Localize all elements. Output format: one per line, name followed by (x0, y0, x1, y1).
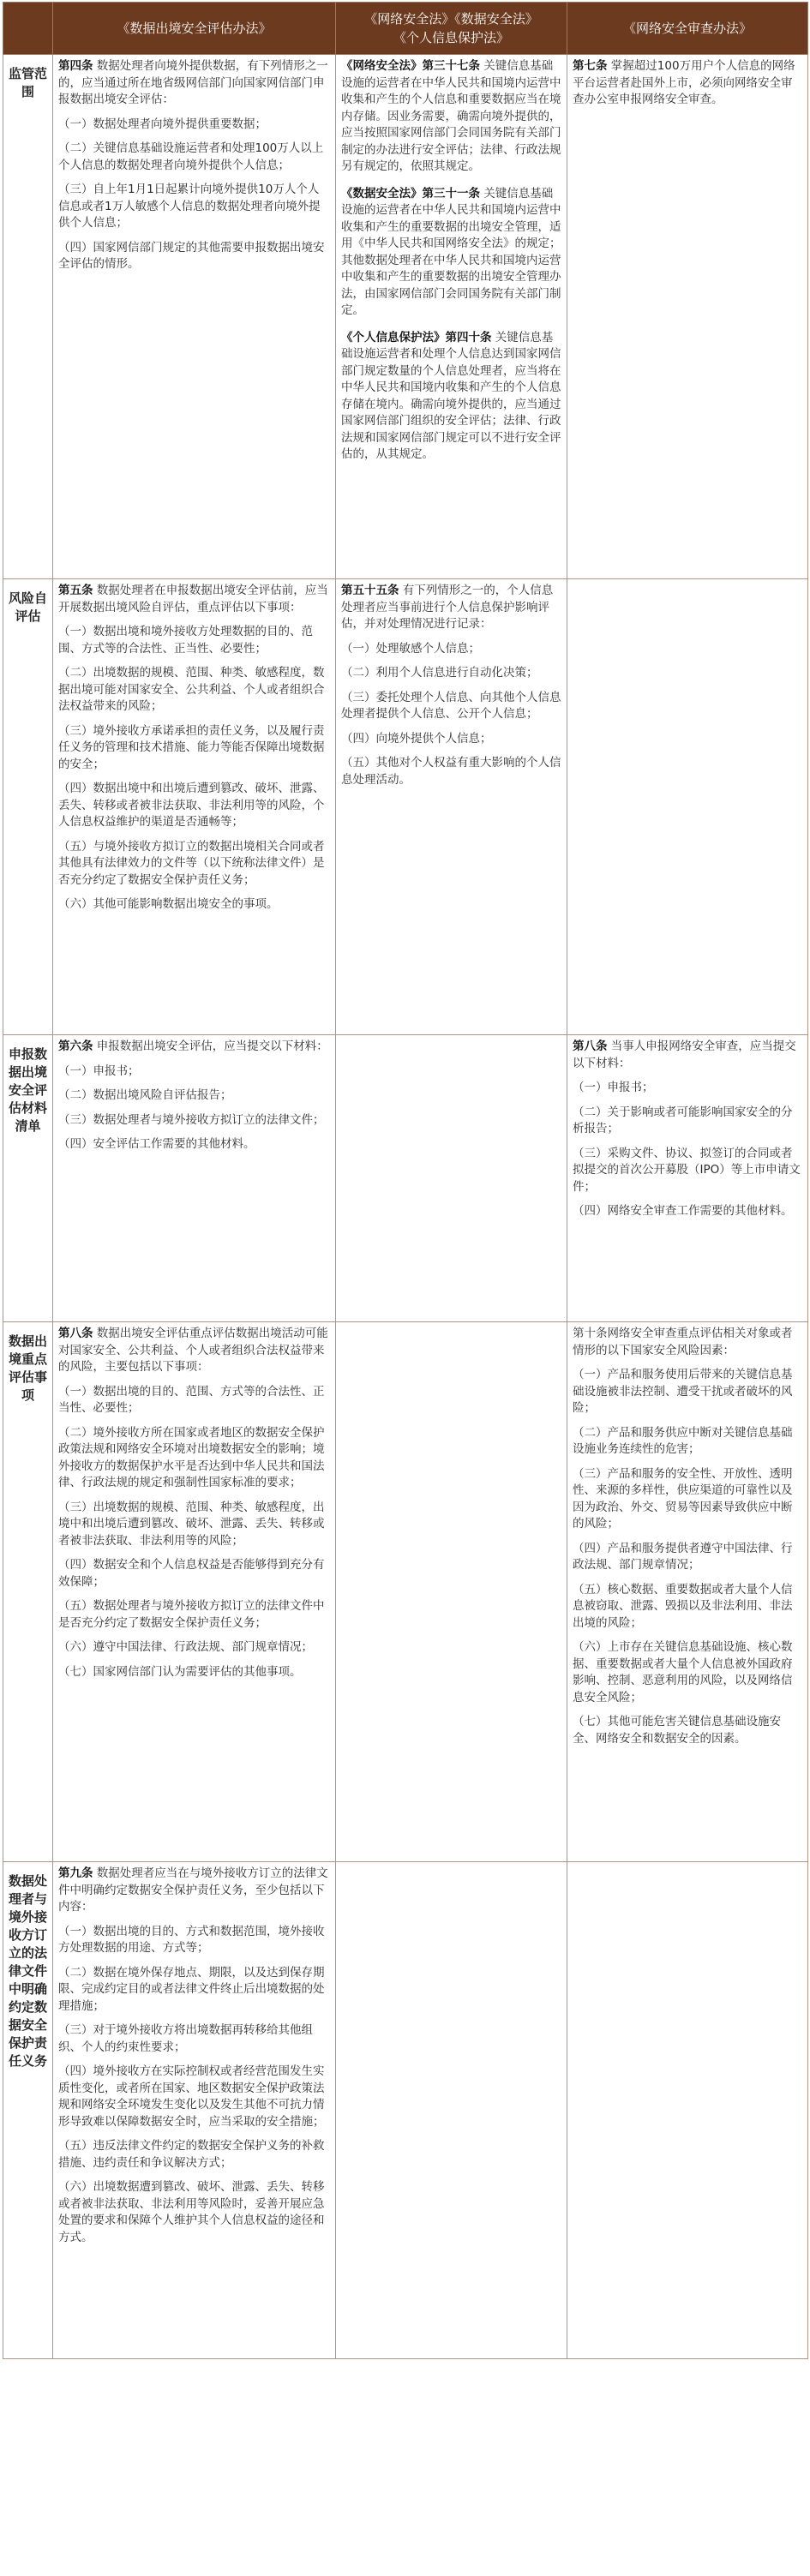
article-intro: 数据处理者向境外提供数据，有下列情形之一的，应当通过所在地省级网信部门向国家网信部门申报数据出境安全评估： (58, 59, 328, 106)
cell-scope-review (567, 55, 808, 579)
article-number: 第六条 (58, 1039, 93, 1053)
list-item: （三）境外接收方承诺承担的责任义务，以及履行责任义务的管理和技术措施、能力等能否保障出境数据的安全； (58, 723, 325, 771)
row-label-legal-documents: 数据处理者与境外接收方订立的法律文件中明确约定数据安全保护责任义务 (3, 1862, 53, 2359)
list-item: （三）数据处理者与境外接收方拟订立的法律文件； (58, 1112, 325, 1127)
header-blank (3, 3, 53, 55)
list-item: （六）上市存在关键信息基础设施、核心数据、重要数据或者大量个人信息被外国政府影响、控制、恶意利用的风险，以及网络信息安全风险； (573, 1640, 793, 1704)
article-number: 第九条 (58, 1866, 93, 1880)
list-item: （三）自上年1月1日起累计向境外提供10万人个人信息或者1万人敏感个人信息的数据处理者向境外提供个人信息； (58, 183, 321, 230)
list-item: （四）网络安全审查工作需要的其他材料。 (573, 1204, 793, 1218)
law-excerpt (341, 58, 561, 176)
article-paragraph (58, 1326, 330, 1376)
list-item: （五）其他对个人权益有重大影响的个人信息处理活动。 (341, 756, 561, 787)
list-item: （五）核心数据、重要数据或者大量个人信息被窃取、泄露、毁损以及非法利用、非法出境的风险； (573, 1582, 793, 1630)
article-paragraph (58, 1866, 330, 1916)
list-item: （一）申报书； (573, 1081, 654, 1094)
article-number: 第五十五条 (341, 584, 399, 597)
list-item: （二）关于影响或者可能影响国家安全的分析报告； (573, 1105, 793, 1135)
list-item: （一）产品和服务使用后带来的关键信息基础设施被非法控制、遭受干扰或者破坏的风险； (573, 1368, 793, 1415)
list-item: （七）国家网信部门认为需要评估的其他事项。 (58, 1664, 302, 1679)
list-item: （四）安全评估工作需要的其他材料。 (58, 1137, 255, 1151)
list-item: （四）境外接收方在实际控制权或者经营范围发生实质性变化，或者所在国家、地区数据安全保护政策法规和网络安全环境发生变化以及发生其他不可抗力情形导致难以保障数据安全时，应当采取的安全措施； (58, 2064, 325, 2129)
list-item: （二）利用个人信息进行自动化决策； (341, 666, 538, 680)
article-intro: 当事人申报网络安全审查，应当提交以下材料： (573, 1039, 796, 1070)
row-label-scope: 监管范围 (3, 55, 53, 579)
list-item: （五）违反法律文件约定的数据安全保护义务的补救措施、违约责任和争议解决方式； (58, 2139, 325, 2170)
article-paragraph (573, 58, 802, 109)
row-label-key-items: 数据出境重点评估事项 (3, 1322, 53, 1862)
article-intro: 申报数据出境安全评估，应当提交以下材料： (96, 1039, 328, 1053)
table-row (3, 1862, 808, 2359)
law-excerpt (341, 330, 561, 464)
cell-key-items-laws (336, 1322, 567, 1862)
list-item: （二）境外接收方所在国家或者地区的数据安全保护政策法规和网络安全环境对出境数据安全的影响；境外接收方的数据保护水平是否达到中华人民共和国法律、行政法规的规定和强制性国家标准的要求； (58, 1425, 325, 1489)
law-article-body: 关键信息基础设施的运营者在中华人民共和国境内运营中收集和产生的重要数据的出境安全管理，适用《中华人民共和国网络安全法》的规定；其他数据处理者在中华人民共和国境内运营中收集和产生的重要数据的出境安全管理办法，由国家网信部门会同国务院有关部门制定。 (341, 186, 561, 317)
list-item: （三）委托处理个人信息、向其他个人信息处理者提供个人信息、公开个人信息； (341, 690, 561, 721)
cell-scope-export (53, 55, 336, 579)
list-item: （二）出境数据的规模、范围、种类、敏感程度，数据出境可能对国家安全、公共利益、个人或者组织合法权益带来的风险； (58, 666, 325, 713)
table-row (3, 579, 808, 1035)
table-row (3, 55, 808, 579)
cell-materials-export (53, 1035, 336, 1322)
list-item: （四）国家网信部门规定的其他需要申报数据出境安全评估的情形。 (58, 240, 325, 271)
article-paragraph (58, 583, 330, 616)
article-paragraph (341, 583, 561, 633)
list-item: （三）采购文件、协议、拟签订的合同或者拟提交的首次公开募股（IPO）等上市申请文件； (573, 1146, 801, 1194)
list-item: （一）申报书； (58, 1063, 140, 1078)
table-row (3, 1035, 808, 1322)
list-item: （一）处理敏感个人信息； (341, 641, 480, 656)
list-item: （二）数据在境外保存地点、期限，以及达到保存期限、完成约定目的或者法律文件终止后出境数据的处理措施； (58, 1965, 325, 2013)
cell-self-assessment-export (53, 579, 336, 1035)
article-intro: 数据处理者在申报数据出境安全评估前，应当开展数据出境风险自评估，重点评估以下事项： (58, 584, 328, 614)
list-item: （六）出境数据遭到篡改、破坏、泄露、丢失、转移或者被非法获取、非法利用等风险时，妥善开展应急处置的要求和保障个人维护其个人信息权益的途径和方式。 (58, 2180, 325, 2244)
header-data-export-measures: 《数据出境安全评估办法》 (53, 3, 336, 55)
law-excerpt (341, 186, 561, 320)
list-item: （二）关键信息基础设施运营者和处理100万人以上个人信息的数据处理者向境外提供个人信息； (58, 141, 324, 172)
list-item: （三）出境数据的规模、范围、种类、敏感程度，出境中和出境后遭到篡改、破坏、泄露、丢失、转移或者被非法获取、非法利用等的风险； (58, 1500, 325, 1548)
header-three-laws (336, 3, 567, 55)
cell-key-items-export (53, 1322, 336, 1862)
list-item: （四）向境外提供个人信息； (341, 731, 492, 746)
article-number: 第四条 (58, 59, 93, 73)
list-item: （二）产品和服务供应中断对关键信息基础设施业务连续性的危害； (573, 1425, 793, 1456)
article-paragraph (58, 1039, 330, 1056)
list-item: （三）产品和服务的安全性、开放性、透明性、来源的多样性，供应渠道的可靠性以及因为政治、外交、贸易等因素导致供应中断的风险； (573, 1466, 793, 1531)
law-article-title: 《个人信息保护法》第四十条 (341, 330, 492, 344)
law-article-body: 关键信息基础设施运营者和处理个人信息达到国家网信部门规定数量的个人信息处理者，应当将在中华人民共和国境内收集和产生的个人信息存储在境内。确需向境外提供的，应当通过国家网信部门组织的安全评估；法律、行政法规和国家网信部门规定可以不进行安全评估的，从其规定。 (341, 330, 561, 461)
table-header-row (3, 3, 808, 55)
law-article-title: 《数据安全法》第三十一条 (341, 186, 480, 201)
law-article-body: 关键信息基础设施的运营者在中华人民共和国境内运营中收集和产生的个人信息和重要数据应当在境内存储。因业务需要，确需向境外提供的，应当按照国家网信部门会同国务院有关部门制定的办法进行安全评估；法律、行政法规另有规定的，依照其规定。 (341, 59, 561, 173)
list-item: （五）数据处理者与境外接收方拟订立的法律文件中是否充分约定了数据安全保护责任义务； (58, 1599, 325, 1630)
article-intro: 数据出境安全评估重点评估数据出境活动可能对国家安全、公共利益、个人或者组织合法权益带来的风险，主要包括以下事项： (58, 1327, 328, 1374)
list-item: （一）数据出境的目的、范围、方式等的合法性、正当性、必要性； (58, 1384, 325, 1415)
list-item: （一）数据出境和境外接收方处理数据的目的、范围、方式等的合法性、正当性、必要性； (58, 625, 313, 656)
list-item: （一）数据出境的目的、方式和数据范围，境外接收方处理数据的用途、方式等； (58, 1924, 325, 1955)
list-item: （一）数据处理者向境外提供重要数据； (58, 117, 267, 131)
article-number: 第八条 (573, 1039, 608, 1053)
list-item: （三）对于境外接收方将出境数据再转移给其他组织、个人的约束性要求； (58, 2023, 313, 2054)
article-number: 第五条 (58, 584, 93, 597)
article-paragraph (58, 58, 330, 109)
list-item: （六）其他可能影响数据出境安全的事项。 (58, 897, 279, 911)
cell-materials-laws (336, 1035, 567, 1322)
article-intro: 有下列情形之一的，个人信息处理者应当事前进行个人信息保护影响评估，并对处理情况进行记录： (341, 584, 554, 631)
list-item: （四）数据安全和个人信息权益是否能够得到充分有效保障； (58, 1558, 325, 1589)
header-three-laws-line2: 《个人信息保护法》 (393, 30, 509, 45)
article-body: 掌握超过100万用户个人信息的网络平台运营者赴国外上市，必须向网络安全审查办公室申报网络安全审查。 (573, 59, 795, 106)
article-number: 第八条 (58, 1327, 93, 1340)
list-item: （六）遵守中国法律、行政法规、部门规章情况； (58, 1640, 313, 1654)
cell-legal-documents-export (53, 1862, 336, 2359)
list-item: （五）与境外接收方拟订立的数据出境相关合同或者其他具有法律效力的文件等（以下统称法律文件）是否充分约定了数据安全保护责任义务； (58, 839, 325, 887)
header-cyber-review-measures: 《网络安全审查办法》 (567, 3, 808, 55)
comparison-table-wrapper (3, 2, 807, 2359)
cell-legal-documents-review (567, 1862, 808, 2359)
row-label-self-assessment: 风险自评估 (3, 579, 53, 1035)
article-intro: 数据处理者应当在与境外接收方订立的法律文件中明确约定数据安全保护责任义务，至少包括以下内容： (58, 1866, 328, 1914)
cell-self-assessment-laws (336, 579, 567, 1035)
table-row (3, 1322, 808, 1862)
list-item: （七）其他可能危害关键信息基础设施安全、网络安全和数据安全的因素。 (573, 1715, 781, 1746)
cell-materials-review (567, 1035, 808, 1322)
article-number: 第七条 (573, 59, 608, 73)
law-article-title: 《网络安全法》第三十七条 (341, 59, 480, 73)
cell-scope-laws (336, 55, 567, 579)
article-intro: 第十条网络安全审查重点评估相关对象或者情形的以下国家安全风险因素： (573, 1327, 793, 1357)
list-item: （二）数据出境风险自评估报告； (58, 1088, 232, 1102)
cell-key-items-review (567, 1322, 808, 1862)
header-three-laws-line1: 《网络安全法》《数据安全法》 (364, 11, 538, 27)
cell-legal-documents-laws (336, 1862, 567, 2359)
list-item: （四）产品和服务提供者遵守中国法律、行政法规、部门规章情况； (573, 1541, 793, 1572)
article-paragraph (573, 1039, 802, 1072)
cell-self-assessment-review (567, 579, 808, 1035)
list-item: （四）数据出境中和出境后遭到篡改、破坏、泄露、丢失、转移或者被非法获取、非法利用等的风险，个人信息权益维护的渠道是否通畅等； (58, 782, 325, 829)
regulation-comparison-table (3, 2, 808, 2359)
row-label-materials: 申报数据出境安全评估材料清单 (3, 1035, 53, 1322)
